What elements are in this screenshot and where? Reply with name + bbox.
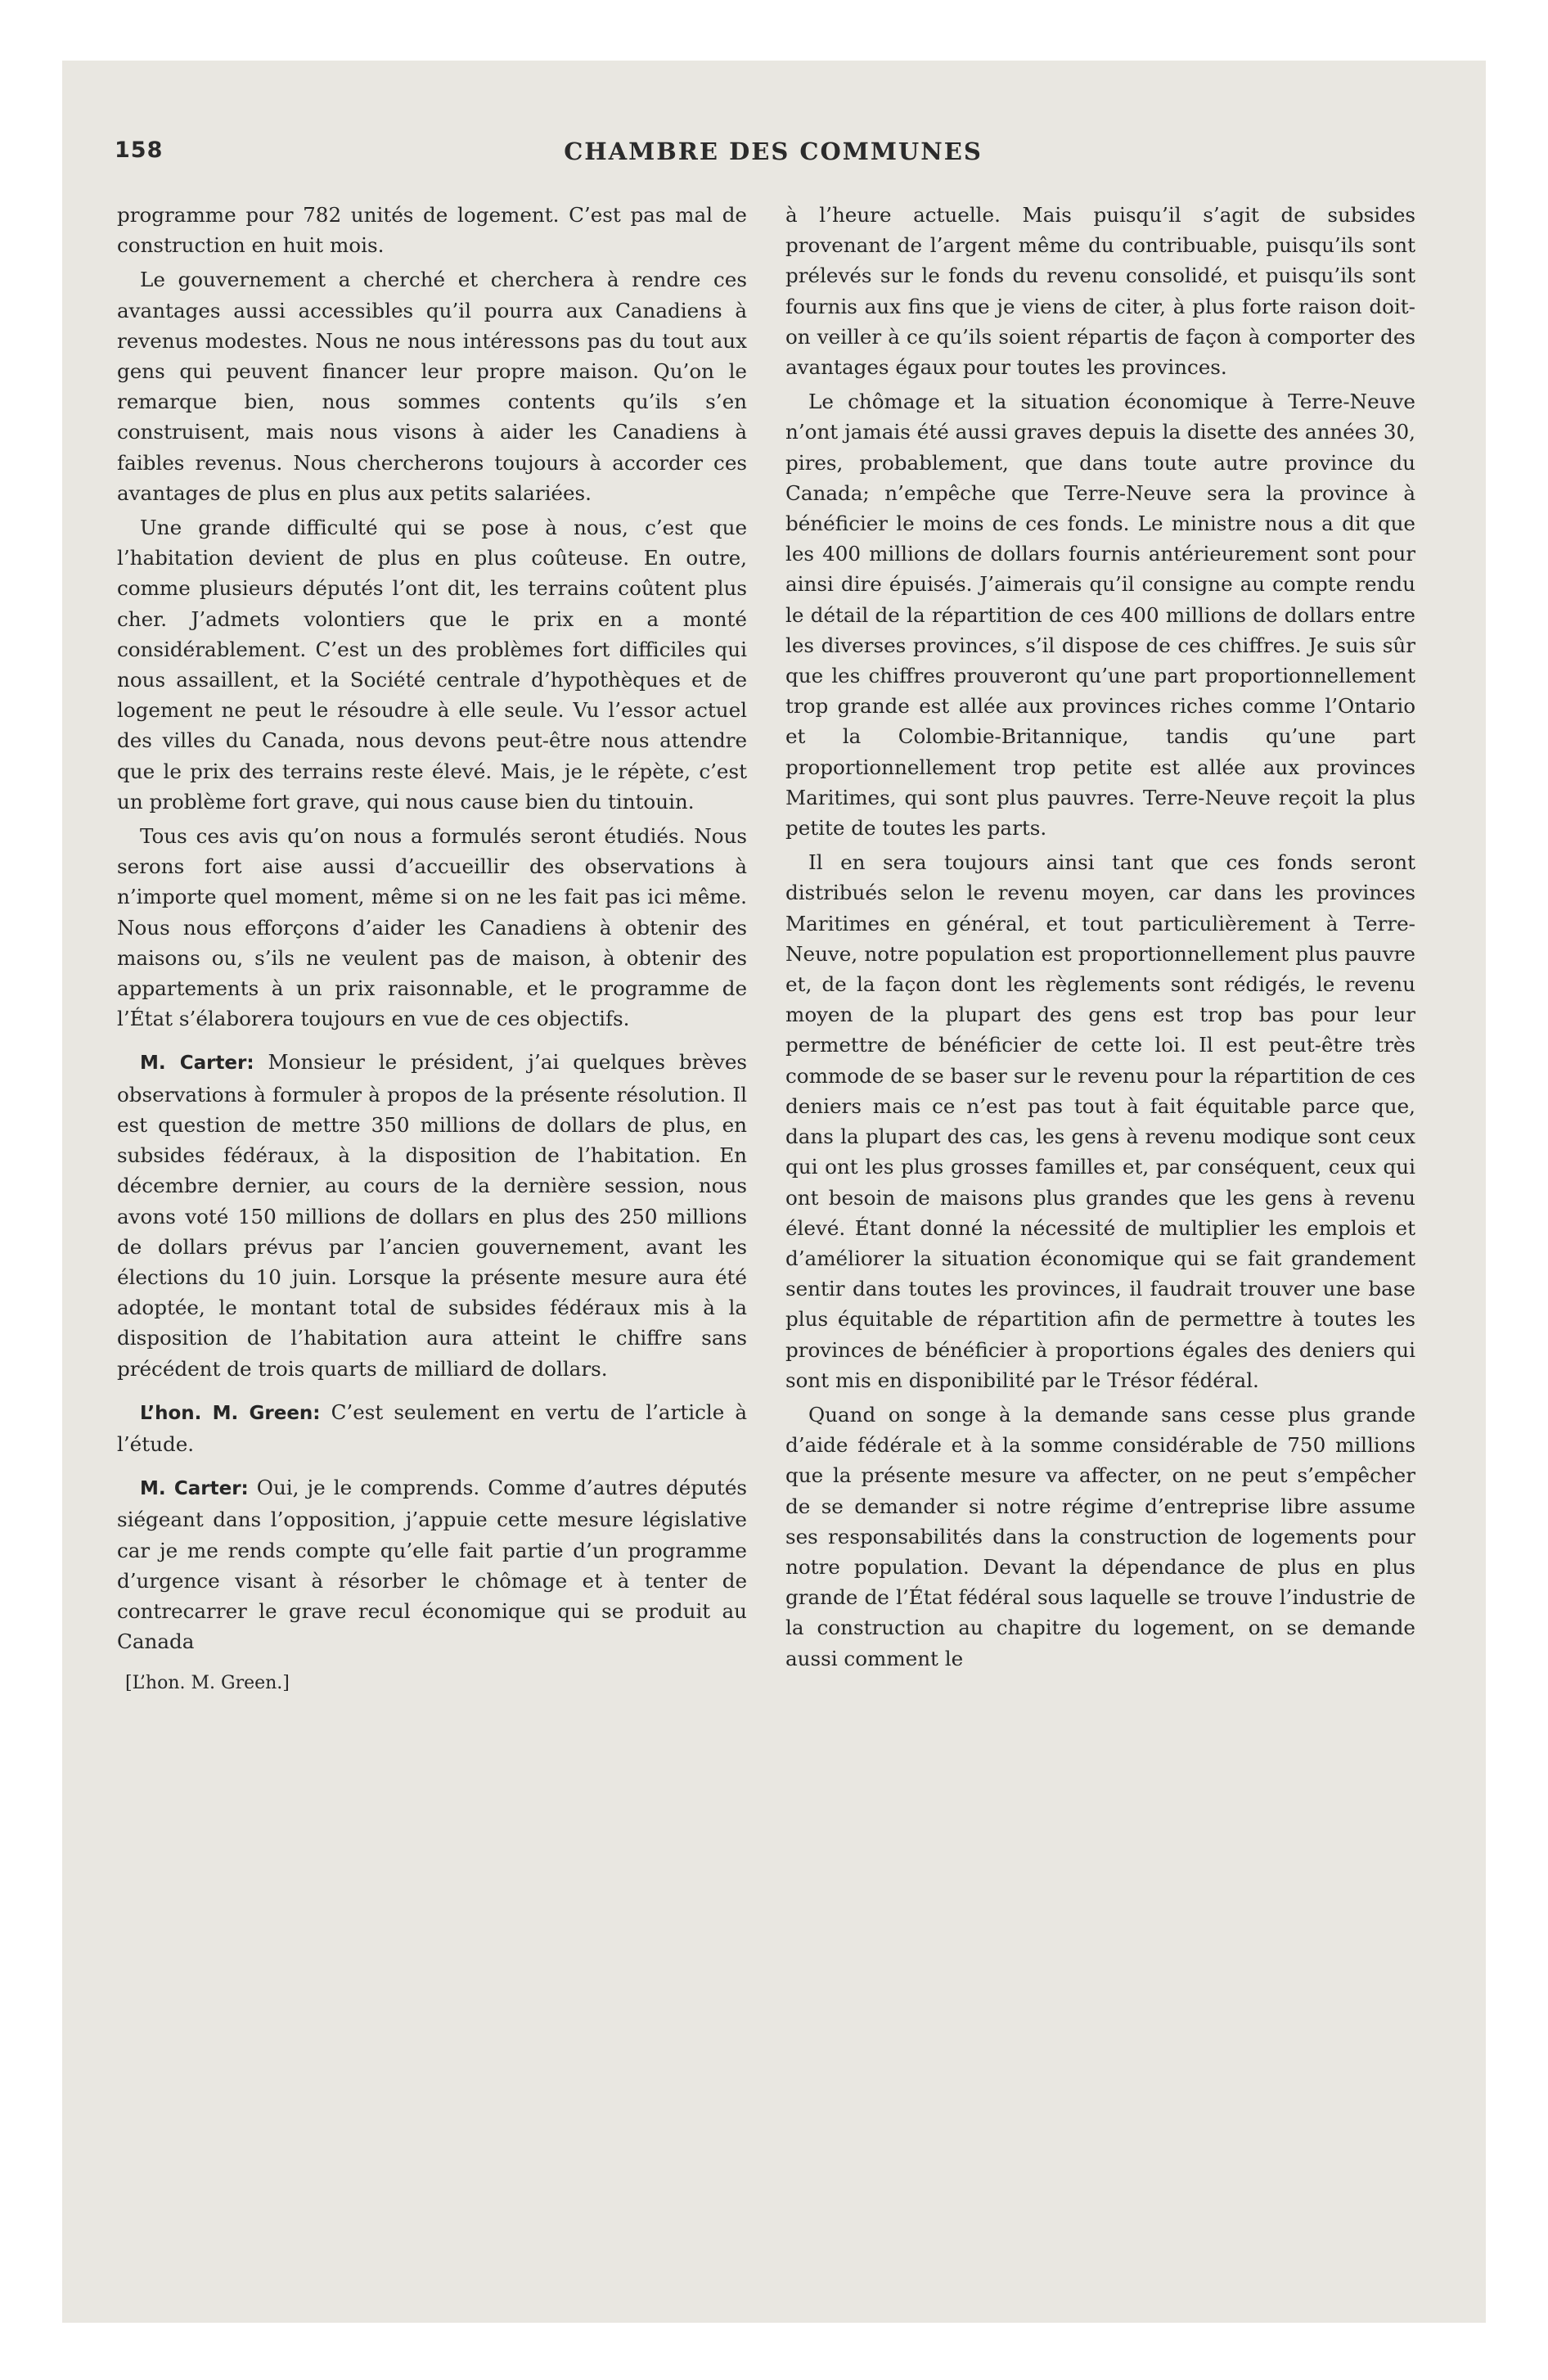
speech-paragraph bbox=[117, 1047, 747, 1383]
speech-text: C’est seulement en vertu de l’article à l’étude. bbox=[117, 1400, 747, 1456]
speaker-name: M. Carter: bbox=[140, 1053, 254, 1075]
paragraph: à l’heure actuelle. Mais puisqu’il s’agit de subsides provenant de l’argent même du contribuable, puisqu’ils sont prélevés sur le fonds du revenu consolidé, et puisqu’ils sont fournis aux fins que je viens de citer, à plus forte raison doit-on veiller à ce qu’ils soient répartis de façon à comporter des avantages égaux pour toutes les provinces. bbox=[785, 203, 1415, 380]
speech-text: Oui, je le comprends. Comme d’autres députés siégeant dans l’opposition, j’appuie cette mesure législative car je me rends compte qu’elle fait partie d’un programme d’urgence visant à résorber le chômage et à tenter de contrecarrer le grave recul économique qui se produit au Canada bbox=[117, 1476, 748, 1654]
speech-text: Monsieur le président, j’ai quelques brèves observations à formuler à propos de la présente résolution. Il est question de mettre 350 millions de dollars de plus, en subsides fédéraux, à la disposition de l’habitation. En décembre dernier, au cours de la dernière session, nous avons voté 150 millions de dollars en plus des 250 millions de dollars prévus par l’ancien gouvernement, avant les élections du 10 juin. Lorsque la présente mesure aura été adoptée, le montant total de subsides fédéraux mis à la disposition de l’habitation aura atteint le chiffre sans précédent de trois quarts de milliard de dollars. bbox=[117, 1050, 747, 1381]
page-header bbox=[115, 137, 1432, 170]
page-number: 158 bbox=[115, 137, 164, 163]
paragraph: Le chômage et la situation économique à Terre-Neuve n’ont jamais été aussi graves depuis la disette des années 30, pires, probablement, que dans toute autre province du Canada; n’empêche que Terre-Neuve sera la province à bénéficier le moins de ces fonds. Le ministre nous a dit que les 400 millions de dollars fournis antérieurement sont pour ainsi dire épuisés. J’aimerais qu’il consigne au compte rendu le détail de la répartition de ces 400 millions de dollars entre les diverses provinces, s’il dispose de ces chiffres. Je suis sûr que les chiffres prouveront qu’une part proportionnellement trop grande est allée aux provinces riches comme l’Ontario et la Colombie-Britannique, tandis qu’une part proportionnellement trop petite est allée aux provinces Maritimes, qui sont plus pauvres. Terre-Neuve reçoit la plus petite de toutes les parts. bbox=[785, 390, 1415, 841]
footnote: [L’hon. M. Green.] bbox=[125, 1673, 290, 1694]
paragraph: Une grande difficulté qui se pose à nous, c’est que l’habitation devient de plus en plus coûteuse. En outre, comme plusieurs députés l’ont dit, les terrains coûtent plus cher. J’admets volontiers que le prix en a monté considérablement. C’est un des problèmes fort difficiles qui nous assaillent, et la Société centrale d’hypothèques et de logement ne peut le résoudre à elle seule. Vu l’essor actuel des villes du Canada, nous devons peut-être nous attendre que le prix des terrains reste élevé. Mais, je le répète, c’est un problème fort grave, qui nous cause bien du tintouin. bbox=[117, 516, 747, 814]
paragraph: Tous ces avis qu’on nous a formulés seront étudiés. Nous serons fort aise aussi d’accueillir des observations à n’importe quel moment, même si on ne les fait pas ici même. Nous nous efforçons d’aider les Canadiens à obtenir des maisons ou, s’ils ne veulent pas de maison, à obtenir des appartements à un prix raisonnable, et le programme de l’État s’élaborera toujours en vue de ces objectifs. bbox=[117, 824, 747, 1031]
speaker-name: M. Carter: bbox=[140, 1478, 249, 1500]
speaker-name: L’hon. M. Green: bbox=[140, 1402, 321, 1424]
right-column bbox=[785, 200, 1415, 1678]
running-head: CHAMBRE DES COMMUNES bbox=[564, 137, 983, 165]
speech-paragraph bbox=[117, 1397, 747, 1459]
paragraph: programme pour 782 unités de logement. C’est pas mal de construction en huit mois. bbox=[117, 203, 747, 258]
paragraph: Il en sera toujours ainsi tant que ces fonds seront distribués selon le revenu moyen, car dans les provinces Maritimes en général, et tout particulièrement à Terre-Neuve, notre population est proportionnellement plus pauvre et, de la façon dont les règlements sont rédigés, le revenu moyen de la plupart des gens est trop bas pour leur permettre de bénéficier de cette loi. Il est peut-être très commode de se baser sur le revenu pour la répartition de ces deniers mais ce n’est pas tout à fait équitable parce que, dans la plupart des cas, les gens à revenu modique sont ceux qui ont les plus grosses familles et, par conséquent, ceux qui ont besoin de maisons plus grandes que les gens à revenu élevé. Étant donné la nécessité de multiplier les emplois et d’améliorer la situation économique qui se fait grandement sentir dans toutes les provinces, il faudrait trouver une base plus équitable de répartition afin de permettre à toutes les provinces de bénéficier à proportions égales des deniers qui sont mis en disponibilité par le Trésor fédéral. bbox=[785, 850, 1415, 1392]
paragraph: Quand on songe à la demande sans cesse plus grande d’aide fédérale et à la somme considérable de 750 millions que la présente mesure va affecter, on ne peut s’empêcher de se demander si notre régime d’entreprise libre assume ses responsabilités dans la construction de logements pour notre population. Devant la dépendance de plus en plus grande de l’État fédéral sous laquelle se trouve l’industrie de la construction au chapitre du logement, on se demande aussi comment le bbox=[785, 1402, 1415, 1670]
paragraph: Le gouvernement a cherché et cherchera à rendre ces avantages aussi accessibles qu’il pourra aux Canadiens à revenus modestes. Nous ne nous intéressons pas du tout aux gens qui peuvent financer leur propre maison. Qu’on le remarque bien, nous sommes contents qu’ils s’en construisent, mais nous visons à aider les Canadiens à faibles revenus. Nous chercherons toujours à accorder ces avantages de plus en plus aux petits salariées. bbox=[117, 268, 747, 505]
left-column bbox=[117, 200, 747, 1699]
speech-paragraph bbox=[117, 1472, 747, 1657]
